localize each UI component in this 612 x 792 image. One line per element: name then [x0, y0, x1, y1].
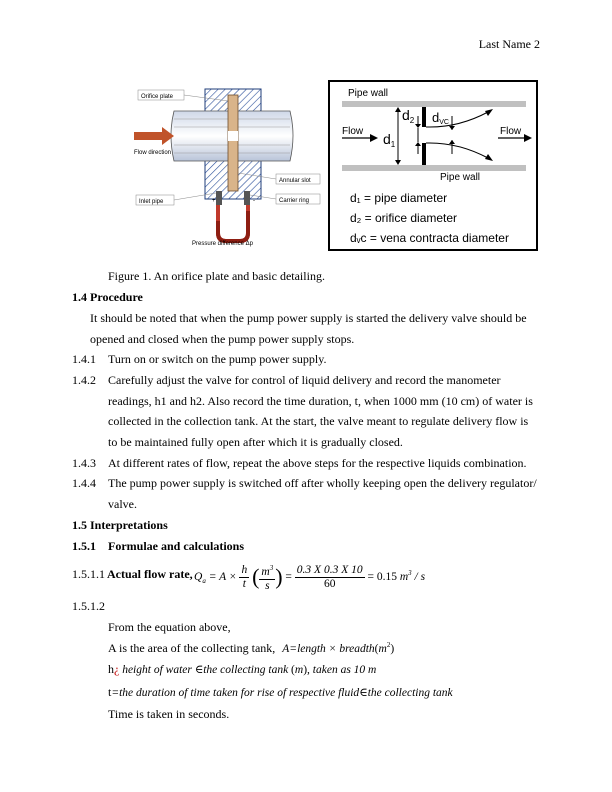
legend-d2: d₂ = orifice diameter [350, 211, 458, 225]
eq1-label: Actual flow rate, [107, 567, 193, 581]
legend-d1: d₁ = pipe diameter [350, 191, 448, 205]
time-definition: t=the duration of time taken for rise of respective fluid∈the collecting tank [108, 685, 453, 699]
label-plus: + [212, 198, 216, 204]
label-minus: - [253, 198, 255, 204]
label-dvc: dVC [432, 110, 449, 126]
step-text: At different rates of flow, repeat the above steps for the respective liquids combination. [108, 456, 527, 470]
step-number: 1.4.2 [72, 373, 96, 387]
step-text: The pump power supply is switched off after wholly keeping open the delivery regulator/ [108, 476, 537, 490]
eq2-number: 1.5.1.2 [72, 599, 105, 613]
eq1-number: 1.5.1.1 [72, 567, 105, 581]
label-d1: $d_1$ [383, 131, 396, 149]
step-text: readings, h1 and h2. Also record the time duration, t, when 1000 mm (10 cm) of water is [108, 394, 533, 408]
step-text: to be maintained fully open after which it is gradually closed. [108, 435, 403, 449]
area-line: A is the area of the collecting tank, A=length × $breadth(m^2)$ [108, 641, 395, 655]
label-d2: $d_2$ [402, 107, 415, 125]
vena-contracta-diagram [328, 80, 538, 251]
height-definition: h¿ height of water ∈the collecting tank (m), taken as 10 m [108, 662, 377, 676]
from-equation-text: From the equation above, [108, 620, 231, 634]
label-pressure-difference: Pressure difference Δp [192, 241, 253, 247]
label-flow-right: Flow [500, 126, 522, 137]
label-flow-direction: Flow direction [134, 150, 172, 156]
actual-flow-rate-equation: $Q_a = A$ × $\frac{h}{t}$ ( $\frac{m^3}{s}$ ) = $\frac{0.3 X 0.3 X 10}{60}$ = 0.15 $m^3$ / s [194, 563, 426, 592]
label-annular-slot: Annular slot [279, 178, 311, 184]
procedure-intro-line1: It should be noted that when the pump power supply is started the delivery valve should be [90, 311, 527, 325]
label-pipe-wall-top: Pipe wall [348, 88, 389, 99]
time-note: Time is taken in seconds. [108, 707, 230, 721]
label-carrier-ring: Carrier ring [279, 198, 310, 204]
step-number: 1.4.1 [72, 352, 96, 366]
step-text: collected in the collection tank. At the start, the valve meant to regulate delivery flow is [108, 414, 529, 428]
procedure-intro-line2: opened and closed when the pump power supply stops. [90, 332, 355, 346]
label-pipe-wall-bottom: Pipe wall [440, 172, 481, 183]
step-number: 1.4.3 [72, 456, 96, 470]
label-orifice-plate: Orifice plate [141, 94, 174, 100]
legend-dvc: dᵥc = vena contracta diameter [350, 231, 509, 245]
label-inlet-pipe: Inlet pipe [139, 199, 164, 205]
step-number: 1.4.4 [72, 476, 96, 490]
procedure-heading: 1.4 Procedure [72, 290, 143, 304]
interpretations-heading: 1.5 Interpretations [72, 518, 168, 532]
step-text: Turn on or switch on the pump power supply. [108, 352, 327, 366]
orifice-plate-diagram [132, 83, 322, 248]
subsection-number: 1.5.1 [72, 539, 96, 553]
step-text: Carefully adjust the valve for control of liquid delivery and record the manometer [108, 373, 501, 387]
label-flow-left: Flow [342, 126, 364, 137]
subsection-heading: Formulae and calculations [108, 539, 245, 553]
figure-caption: Figure 1. An orifice plate and basic detailing. [108, 269, 325, 283]
running-head: Last Name 2 [478, 37, 540, 51]
step-text: valve. [108, 497, 137, 511]
